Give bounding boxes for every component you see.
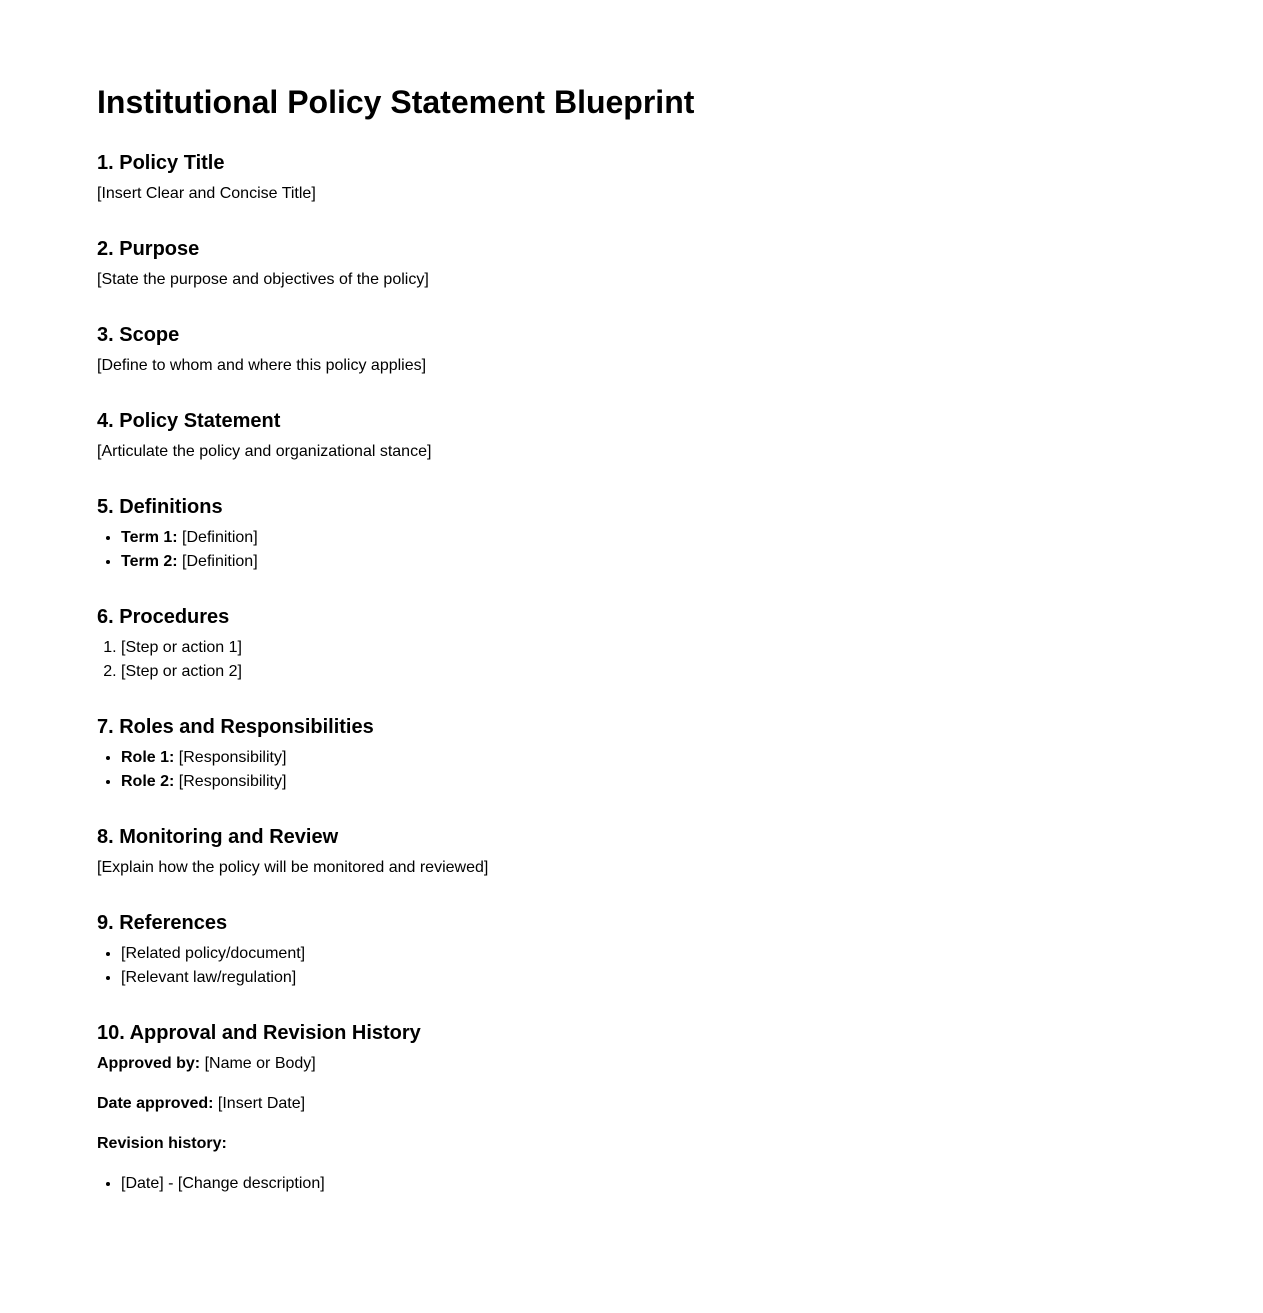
references-list [97, 942, 1263, 990]
list-item: 2. [Step or action 2] [121, 660, 1263, 684]
section-text: [Explain how the policy will be monitored and reviewed] [97, 859, 489, 876]
section-text: [State the purpose and objectives of the policy] [97, 271, 429, 288]
list-item [121, 550, 1263, 574]
revision-list [97, 1172, 1263, 1196]
role-responsibility: [Responsibility] [174, 773, 287, 790]
section-procedures [97, 605, 1263, 684]
section-approval [97, 1021, 1263, 1196]
definitions-list [97, 526, 1263, 574]
role-responsibility: [Responsibility] [174, 749, 287, 766]
section-heading: 3. Scope [97, 324, 180, 346]
section-heading: 2. Purpose [97, 238, 200, 260]
date-approved-value: [Insert Date] [213, 1095, 306, 1112]
list-item: • [Related policy/document] [121, 942, 1263, 966]
list-item [121, 526, 1263, 550]
section-text: [Define to whom and where this policy applies] [97, 357, 427, 374]
section-heading: 10. Approval and Revision History [97, 1022, 421, 1044]
revision-history-label: Revision history: [97, 1135, 227, 1152]
role-label: Role 1: [121, 749, 175, 766]
date-approved-label: Date approved: [97, 1095, 214, 1112]
term-definition: [Definition] [177, 529, 258, 546]
roles-list [97, 746, 1263, 794]
section-heading: 4. Policy Statement [97, 410, 281, 432]
section-heading: 5. Definitions [97, 496, 223, 518]
section-heading: 1. Policy Title [97, 152, 225, 174]
approved-by [97, 1052, 1263, 1076]
approved-by-label: Approved by: [97, 1055, 201, 1072]
section-definitions [97, 495, 1263, 574]
list-item: • [Date] - [Change description] [121, 1172, 1263, 1196]
role-label: Role 2: [121, 773, 175, 790]
section-purpose [97, 237, 1263, 292]
revision-history [97, 1132, 1263, 1156]
section-heading: 8. Monitoring and Review [97, 826, 339, 848]
term-label: Term 2: [121, 553, 178, 570]
term-definition: [Definition] [177, 553, 258, 570]
section-text: [Insert Clear and Concise Title] [97, 185, 316, 202]
date-approved [97, 1092, 1263, 1116]
list-item: • [Relevant law/regulation] [121, 966, 1263, 990]
term-label: Term 1: [121, 529, 178, 546]
section-text: [Articulate the policy and organizational stance] [97, 443, 432, 460]
section-heading: 7. Roles and Responsibilities [97, 716, 374, 738]
procedures-list [97, 636, 1263, 684]
section-references [97, 911, 1263, 990]
approved-by-value: [Name or Body] [200, 1055, 316, 1072]
section-roles [97, 715, 1263, 794]
section-policy-title [97, 151, 1263, 206]
list-item [121, 746, 1263, 770]
list-item: 1. [Step or action 1] [121, 636, 1263, 660]
section-scope [97, 323, 1263, 378]
section-monitoring [97, 825, 1263, 880]
section-policy-statement [97, 409, 1263, 464]
section-heading: 6. Procedures [97, 606, 230, 628]
list-item [121, 770, 1263, 794]
section-heading: 9. References [97, 912, 228, 934]
page-title: Institutional Policy Statement Blueprint [97, 84, 695, 120]
